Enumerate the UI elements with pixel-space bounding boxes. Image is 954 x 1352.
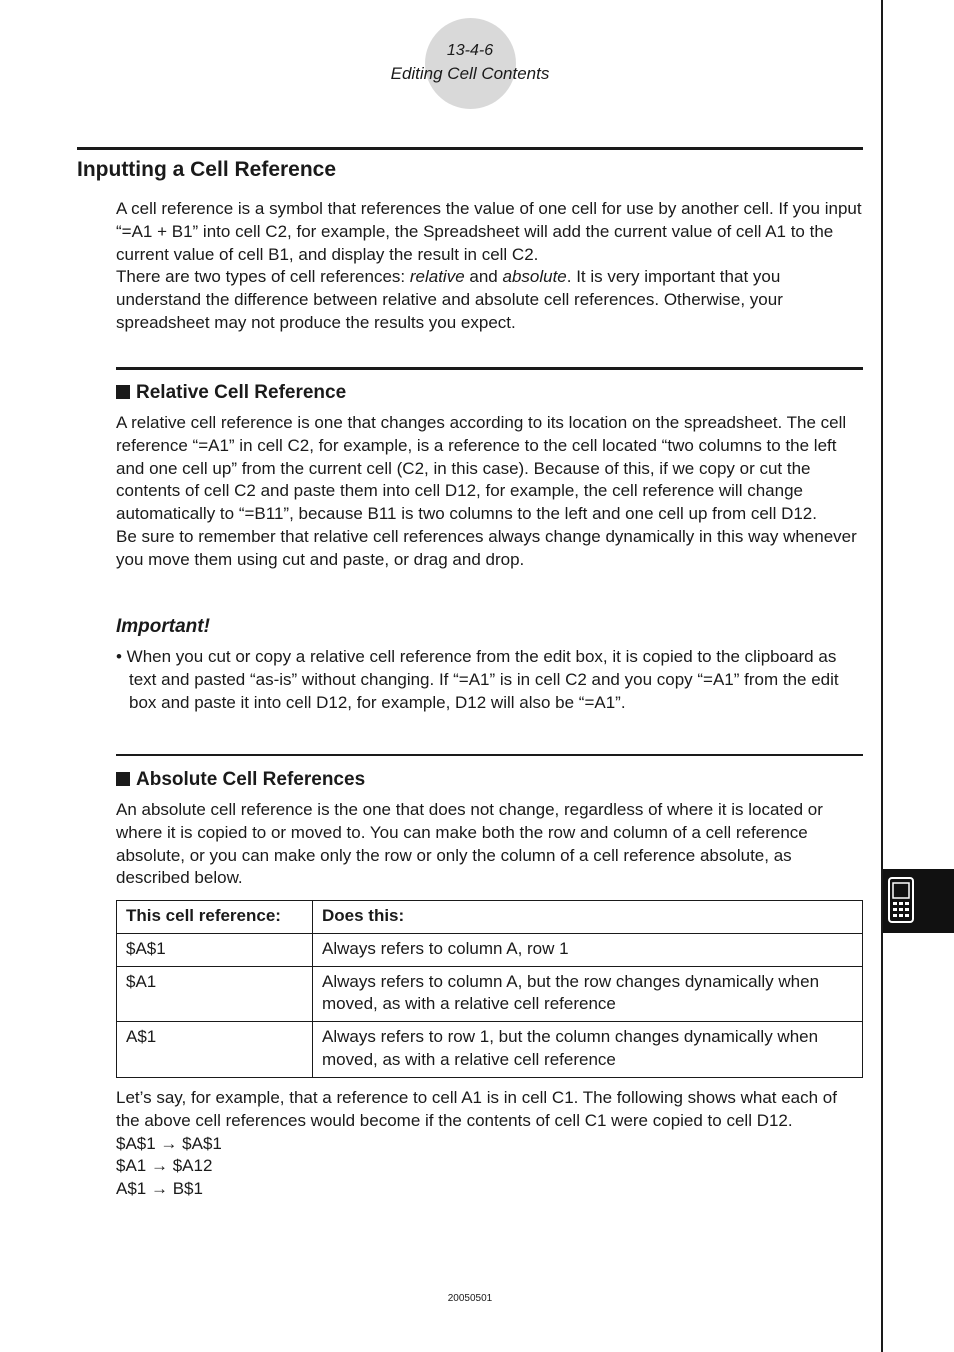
absolute-paragraph-1: An absolute cell reference is the one that does not change, regardless of where it is located or where it is copied to or moved to. You can make both the row and column of a cell reference absolute, or you can make only the row or only the column of a cell reference absolute, as described below. <box>116 800 823 888</box>
heading-rule <box>77 147 863 150</box>
absolute-rule <box>116 754 863 756</box>
page-number: 13-4-6 <box>446 42 494 59</box>
table-cell: Always refers to row 1, but the column changes dynamically when moved, as with a relative cell reference <box>313 1022 863 1078</box>
relative-heading <box>116 382 346 404</box>
table-cell: $A$1 <box>117 933 313 966</box>
table-cell: A$1 <box>117 1022 313 1078</box>
table-header-row <box>117 901 863 934</box>
term-relative: relative <box>409 267 465 287</box>
page-heading: Inputting a Cell Reference <box>77 158 337 181</box>
table-row <box>117 1022 863 1078</box>
important-bullet: • When you cut or copy a relative cell reference from the edit box, it is copied to the clipboard as text and pasted “as-is” without changing. If “=A1” is in cell C2 and you copy “=A1” from the edit box and paste it into cell D12, for example, D12 will also be “=A1”. <box>116 647 839 712</box>
intro-text: . It is very important that you understand the difference between relative and absolute cell references. Otherwise, your spreadsheet may not produce the results you expect. <box>116 267 783 332</box>
intro-paragraph-1: A cell reference is a symbol that references the value of one cell for use by another cell. If you input “=A1 + B1” into cell C2, for example, the Spreadsheet will add the current value of cell A1 to the current value of cell B1, and display the result in cell C2. <box>116 199 862 264</box>
table-cell: Always refers to column A, row 1 <box>313 933 863 966</box>
square-bullet-icon <box>116 772 130 786</box>
table-row <box>117 933 863 966</box>
intro-paragraph-2 <box>116 266 864 334</box>
example-line: A$1 → B$1 <box>116 1179 203 1199</box>
absolute-heading <box>116 769 365 791</box>
example-line: $A1 → $A12 <box>116 1156 213 1176</box>
table-header-cell: Does this: <box>313 901 863 934</box>
relative-paragraph-2: Be sure to remember that relative cell references always change dynamically in this way whenever you move them using cut and paste, or drag and drop. <box>116 526 857 569</box>
relative-paragraph-1: A relative cell reference is one that changes according to its location on the spreadsheet. The cell reference “=A1” in cell C2, for example, is a reference to the cell located “two columns to the left and one cell up” from the current cell (C2, in this case). Because of this, if we copy or cut the contents of cell C2 and paste them into cell D12, for example, the cell reference will change automatically to “=B11”, because B11 is two columns to the left and one cell up from cell D12. <box>116 413 847 524</box>
table-cell: Always refers to column A, but the row changes dynamically when moved, as with a relative cell reference <box>313 966 863 1022</box>
term-absolute: absolute <box>502 267 567 287</box>
table-header-cell: This cell reference: <box>117 901 313 934</box>
example-line: $A$1 → $A$1 <box>116 1133 222 1153</box>
reference-table <box>116 900 863 1078</box>
absolute-title: Absolute Cell References <box>136 769 366 790</box>
section-title: Editing Cell Contents <box>390 64 550 83</box>
relative-title: Relative Cell Reference <box>136 382 347 403</box>
intro-section <box>116 198 864 335</box>
square-bullet-icon <box>116 385 130 399</box>
relative-body <box>116 412 864 572</box>
intro-text: and <box>464 267 503 287</box>
absolute-paragraph-2: Let’s say, for example, that a reference to cell A1 is in cell C1. The following shows what each of the above cell references would become if the contents of cell C1 were copied to cell D12. <box>116 1088 837 1130</box>
relative-rule <box>116 367 863 370</box>
intro-text: There are two types of cell references: <box>116 267 410 287</box>
footer-code: 20050501 <box>447 1293 493 1304</box>
important-label: Important! <box>116 616 210 637</box>
calculator-icon <box>888 877 914 923</box>
margin-rule <box>881 0 883 1352</box>
table-cell: $A1 <box>117 966 313 1022</box>
absolute-examples <box>116 1087 864 1201</box>
table-row <box>117 966 863 1022</box>
